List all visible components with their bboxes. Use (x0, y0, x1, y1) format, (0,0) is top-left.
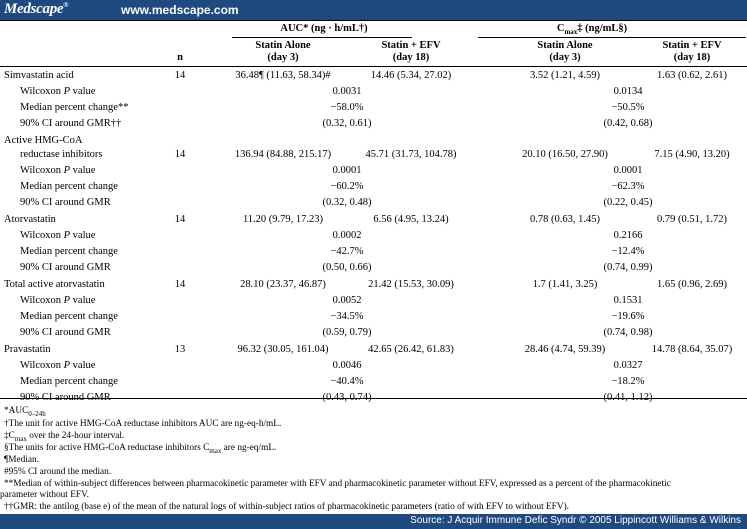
median-label: Median percent change (20, 246, 118, 257)
ci-label: 90% CI around GMR (20, 262, 111, 273)
footnote-auc: $*AUC_{0-24h}$ (4, 406, 46, 418)
auc-efv-value: 6.56 (4.95, 13.24) (373, 214, 449, 225)
footnote-median-diff: **Median of within-subject differences between pharmacokinetic parameter with EFV and pharmacokinetic parameter without EFV, expressed as a percent of the pharmacokinetic (4, 479, 671, 489)
row-n: 14 (174, 214, 186, 225)
cmax-p-value: 0.0001 (613, 165, 643, 176)
auc-header-rule (232, 37, 412, 38)
cmax-alone-value: 0.78 (0.63, 1.45) (530, 214, 600, 225)
wilcoxon-label: Wilcoxon P value (20, 295, 96, 306)
auc-alone-value: 136.94 (84.88, 215.17) (234, 149, 332, 160)
cmax-p-value: 0.0134 (613, 86, 643, 97)
auc-alone-subheader: Statin Alone (255, 40, 311, 51)
footnote-auc-unit: †The unit for active HMG-CoA reductase inhibitors AUC are ng-eq-h/mL. (4, 419, 282, 429)
logo-text: Medscape (4, 1, 64, 17)
cmax-efv-value: 0.79 (0.51, 1.72) (657, 214, 727, 225)
cmax-efv-value: 7.15 (4.90, 13.20) (654, 149, 730, 160)
row-n: 14 (174, 279, 186, 290)
cmax-median-change: −12.4% (611, 246, 645, 257)
cmax-efv-value: 14.78 (8.64, 35.07) (651, 344, 733, 355)
footer-bar (0, 514, 747, 529)
auc-gmr-ci: (0.50, 0.66) (322, 262, 372, 273)
cmax-median-change: −19.6% (611, 311, 645, 322)
table-top-rule (0, 20, 747, 21)
auc-median-change: −42.7% (330, 246, 364, 257)
cmax-efv-subheader: Statin + EFV (662, 40, 722, 51)
auc-efv-subheader: Statin + EFV (381, 40, 441, 51)
median-label: Median percent change (20, 311, 118, 322)
drug-name: Atorvastatin (4, 214, 56, 225)
ci-label: 90% CI around GMR (20, 197, 111, 208)
cmax-efv-value: 1.65 (0.96, 2.69) (657, 279, 727, 290)
cmax-alone-value: 28.46 (4.74, 59.39) (524, 344, 606, 355)
wilcoxon-label: Wilcoxon P value (20, 165, 96, 176)
drug-name: Active HMG-CoA (4, 135, 83, 146)
auc-efv-value: 42.65 (26.42, 61.83) (368, 344, 454, 355)
cmax-p-value: 0.2166 (613, 230, 643, 241)
header-bottom-rule (0, 66, 747, 67)
wilcoxon-label: Wilcoxon P value (20, 230, 96, 241)
auc-alone-value: 11.20 (9.79, 17.23) (242, 214, 324, 225)
cmax-gmr-ci: (0.74, 0.99) (603, 262, 653, 273)
auc-efv-subheader-day: (day 18) (392, 52, 430, 63)
auc-gmr-ci: (0.32, 0.48) (322, 197, 372, 208)
cmax-gmr-ci: (0.74, 0.98) (603, 327, 653, 338)
drug-name-cont: reductase inhibitors (20, 149, 103, 160)
cmax-header-rule (478, 37, 746, 38)
drug-name: Total active atorvastatin (4, 279, 105, 290)
footnote-median: ¶Median. (4, 455, 39, 465)
wilcoxon-label: Wilcoxon P value (20, 360, 96, 371)
cmax-column-header: $C_{max}\ddagger$ (ng/mL§) (556, 23, 628, 37)
auc-p-value: 0.0052 (332, 295, 362, 306)
auc-alone-subheader-day: (day 3) (267, 52, 299, 63)
cmax-efv-subheader-day: (day 18) (673, 52, 711, 63)
auc-p-value: 0.0031 (332, 86, 362, 97)
cmax-gmr-ci: (0.42, 0.68) (603, 118, 653, 129)
median-label: Median percent change (20, 181, 118, 192)
auc-p-value: 0.0002 (332, 230, 362, 241)
cmax-alone-subheader: Statin Alone (537, 40, 593, 51)
auc-median-change: −58.0% (330, 102, 364, 113)
auc-median-change: −34.5% (330, 311, 364, 322)
row-n: 13 (174, 344, 186, 355)
footnote-gmr: ††GMR: the antilog (base e) of the mean of the natural logs of within-subject ratios of pharmacokinetic parameters (ratio of with EFV to without EFV). (4, 502, 569, 512)
footnote-median-diff-cont: parameter without EFV. (0, 490, 89, 500)
auc-p-value: 0.0046 (332, 360, 362, 371)
auc-median-change: −60.2% (330, 181, 364, 192)
auc-gmr-ci: (0.59, 0.79) (322, 327, 372, 338)
cmax-median-change: −50.5% (611, 102, 645, 113)
footnote-ci: #95% CI around the median. (4, 467, 112, 477)
auc-efv-value: 21.42 (15.53, 30.09) (368, 279, 454, 290)
logo-registered-mark: ® (63, 1, 69, 9)
auc-column-header: AUC* (ng · h/mL†) (280, 23, 368, 34)
site-url-link[interactable]: www.medscape.com (121, 3, 239, 17)
cmax-alone-value: 1.7 (1.41, 3.25) (532, 279, 598, 290)
auc-alone-value: 28.10 (23.37, 46.87) (240, 279, 326, 290)
auc-p-value: 0.0001 (332, 165, 362, 176)
auc-median-change: −40.4% (330, 376, 364, 387)
auc-gmr-ci: (0.32, 0.61) (322, 118, 372, 129)
auc-efv-value: 45.71 (31.73, 104.78) (365, 149, 457, 160)
median-label: Median percent change (20, 376, 118, 387)
footnote-cmax-unit: §The units for active HMG-CoA reductase inhibitors $C_{max}$ are ng-eq/mL. (4, 443, 277, 455)
cmax-gmr-ci: (0.22, 0.45) (603, 197, 653, 208)
header-bar (0, 0, 747, 20)
drug-name: Pravastatin (4, 344, 51, 355)
table-bottom-rule (0, 398, 747, 399)
cmax-efv-value: 1.63 (0.62, 2.61) (657, 70, 727, 81)
cmax-p-value: 0.1531 (613, 295, 643, 306)
n-column-header: n (177, 52, 183, 63)
footnote-cmax: $\ddagger C_{max}$ over the 24-hour interval. (4, 431, 125, 443)
cmax-median-change: −62.3% (611, 181, 645, 192)
row-n: 14 (174, 149, 186, 160)
ci-label: 90% CI around GMR (20, 327, 111, 338)
auc-alone-value: 96.32 (30.05, 161.04) (237, 344, 329, 355)
cmax-alone-subheader-day: (day 3) (549, 52, 581, 63)
ci-label: 90% CI around GMR†† (20, 118, 122, 129)
source-citation: Source: J Acquir Immune Defic Syndr © 2005 Lippincott Williams & Wilkins (410, 515, 741, 526)
drug-name: Simvastatin acid (4, 70, 74, 81)
wilcoxon-label: Wilcoxon P value (20, 86, 96, 97)
cmax-median-change: −18.2% (611, 376, 645, 387)
cmax-alone-value: 20.10 (16.50, 27.90) (522, 149, 608, 160)
auc-alone-value: 36.48¶ (11.63, 58.34)# (235, 70, 331, 81)
cmax-p-value: 0.0327 (613, 360, 643, 371)
median-label: Median percent change** (20, 102, 129, 113)
medscape-logo[interactable] (4, 1, 68, 18)
auc-efv-value: 14.46 (5.34, 27.02) (370, 70, 452, 81)
row-n: 14 (174, 70, 186, 81)
cmax-alone-value: 3.52 (1.21, 4.59) (530, 70, 600, 81)
